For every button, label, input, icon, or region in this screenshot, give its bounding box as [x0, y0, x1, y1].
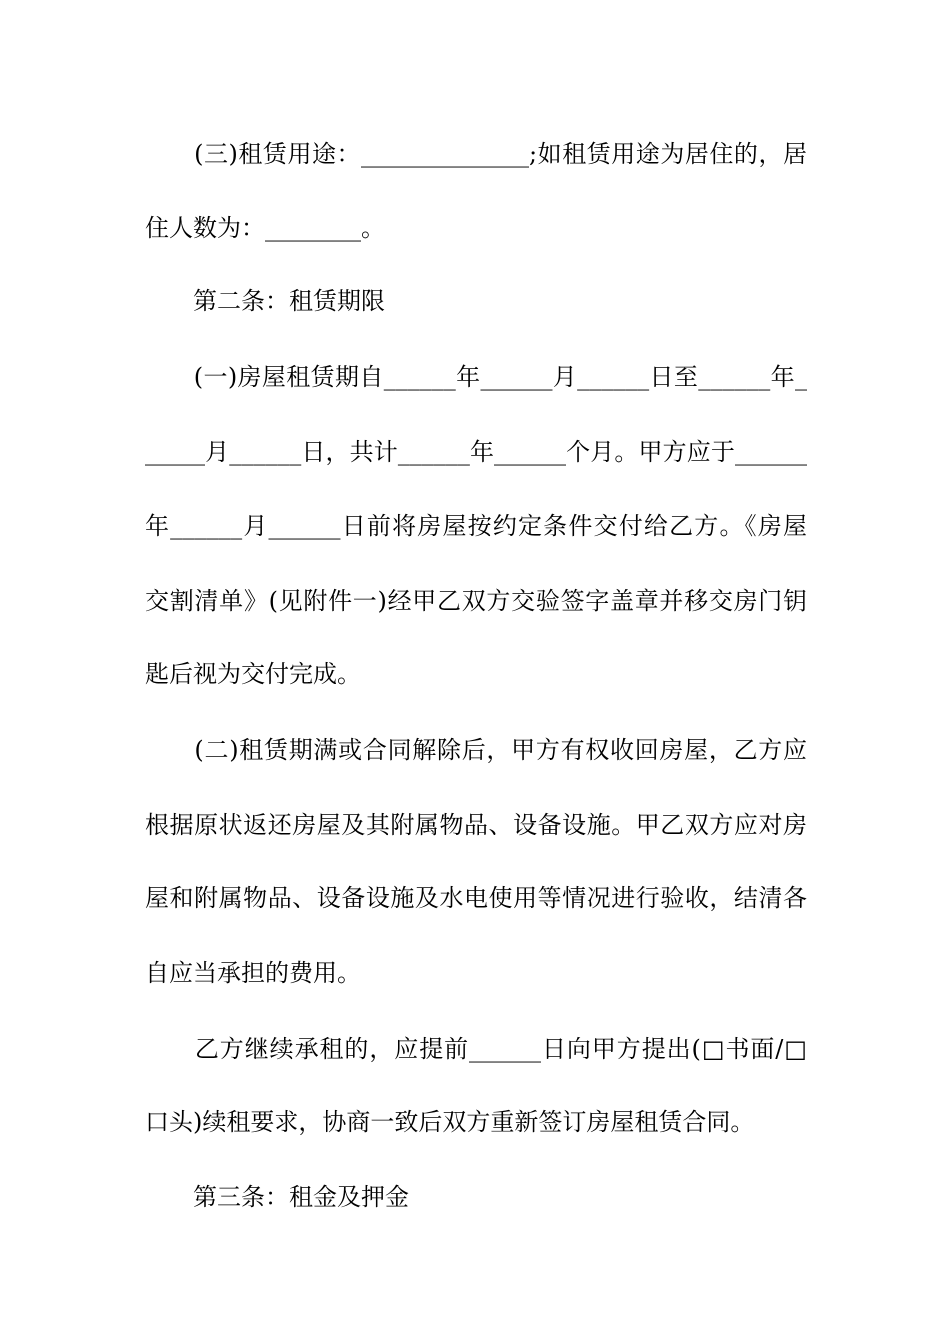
clause-3-usage-line-1: (三)租赁用途：______________;如租赁用途为居住的，居	[145, 140, 807, 168]
clause-3-usage-line-2: 住人数为：________。	[145, 214, 385, 242]
expiry-paragraph-line-3: 屋和附属物品、设备设施及水电使用等情况进行验收，结清各	[145, 884, 807, 912]
term-paragraph-line-2: _____月______日，共计______年______个月。甲方应于______	[145, 438, 807, 466]
article-2-heading: 第二条：租赁期限	[145, 287, 385, 315]
expiry-paragraph-line-2: 根据原状返还房屋及其附属物品、设备设施。甲乙双方应对房	[145, 811, 807, 839]
expiry-paragraph-line-1: (二)租赁期满或合同解除后，甲方有权收回房屋，乙方应	[145, 736, 807, 764]
article-3-heading: 第三条：租金及押金	[145, 1183, 409, 1211]
term-paragraph-line-4: 交割清单》(见附件一)经甲乙双方交验签字盖章并移交房门钥	[145, 587, 807, 615]
expiry-paragraph-line-4: 自应当承担的费用。	[145, 959, 361, 987]
renewal-paragraph-line-1: 乙方继续承租的，应提前______日向甲方提出(□书面/□	[145, 1035, 807, 1063]
term-paragraph-line-3: 年______月______日前将房屋按约定条件交付给乙方。《房屋	[145, 512, 807, 540]
renewal-paragraph-line-2: 口头)续租要求，协商一致后双方重新签订房屋租赁合同。	[145, 1108, 755, 1136]
term-paragraph-line-5: 匙后视为交付完成。	[145, 660, 361, 688]
term-paragraph-line-1: (一)房屋租赁期自______年______月______日至______年_	[145, 363, 807, 391]
